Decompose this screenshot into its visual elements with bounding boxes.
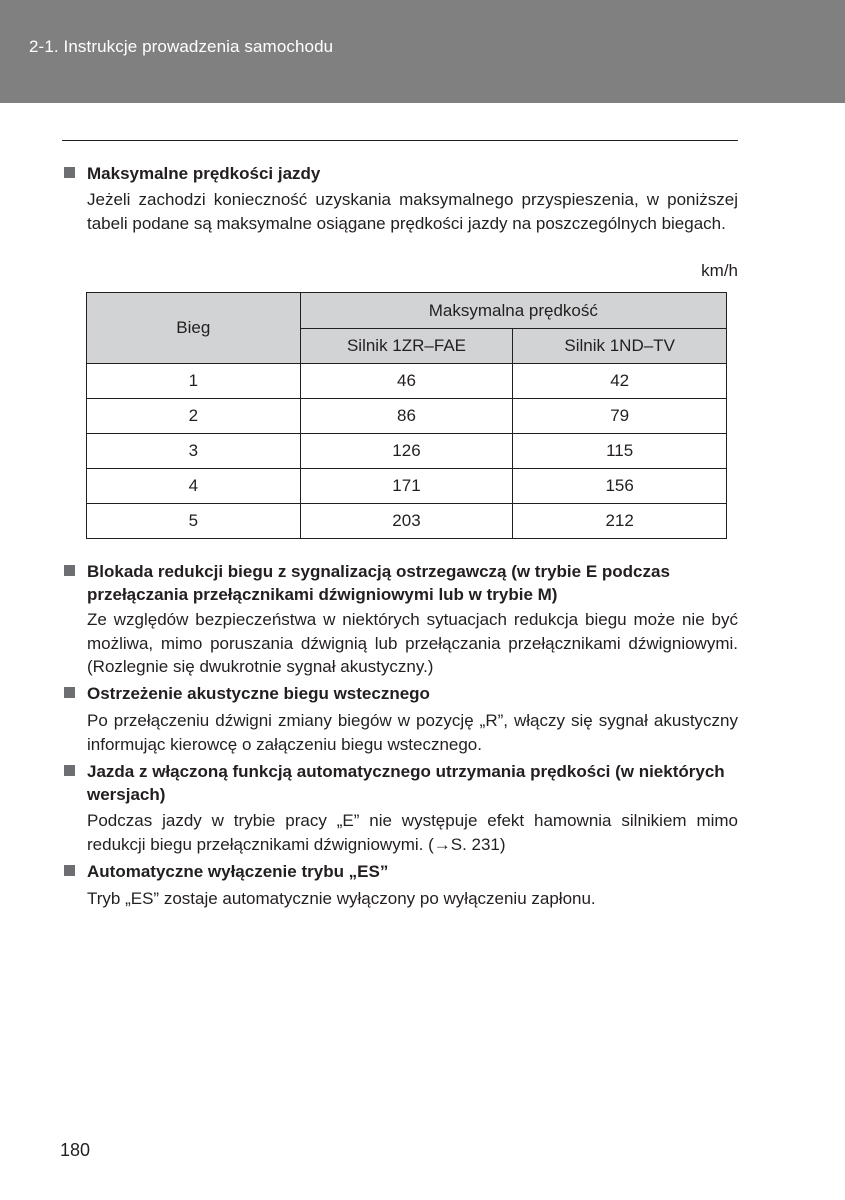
max-speed-table [86, 292, 727, 539]
table-row [87, 399, 727, 434]
speed-cell-1zr: 126 [300, 434, 513, 469]
section-body-cruise-control: Podczas jazdy w trybie pracy „E” nie występuje efekt hamownia silnikiem mimo redukcji biegu przełącznikami dźwigniowymi. (→S. 231) [87, 811, 738, 854]
engine-header-1nd: Silnik 1ND–TV [513, 329, 727, 364]
section-heading-text: Automatyczne wyłączenie trybu „ES” [87, 862, 389, 881]
gear-cell: 4 [87, 469, 301, 504]
header-title: 2-1. Instrukcje prowadzenia samochodu [29, 37, 334, 56]
square-bullet-icon [64, 565, 75, 576]
engine-header-1zr: Silnik 1ZR–FAE [300, 329, 513, 364]
section-heading-cruise-control [64, 760, 744, 806]
speed-cell-1nd: 156 [513, 469, 727, 504]
speed-cell-1zr: 203 [300, 504, 513, 539]
gear-cell: 5 [87, 504, 301, 539]
speed-cell-1zr: 86 [300, 399, 513, 434]
section-body-reverse-beep: Po przełączeniu dźwigni zmiany biegów w pozycję „R”, włączy się sygnał akustyczny informując kierowcę o załączeniu biegu wstecznego. [87, 711, 738, 754]
square-bullet-icon [64, 687, 75, 698]
speed-cell-1nd: 79 [513, 399, 727, 434]
page-number: 180 [60, 1140, 91, 1160]
section-heading-text: Jazda z włączoną funkcją automatycznego utrzymania prędkości (w niektórych wersjach) [87, 762, 725, 804]
speed-cell-1nd: 42 [513, 364, 727, 399]
table-row [87, 364, 727, 399]
section-body-max-speeds: Jeżeli zachodzi konieczność uzyskania maksymalnego przyspieszenia, w poniższej tabeli podane są maksymalne osiągane prędkości jazdy na poszczególnych biegach. [87, 190, 738, 233]
section-heading-reverse-beep [64, 682, 744, 705]
max-speed-header: Maksymalna prędkość [300, 293, 726, 329]
section-body-downshift-lock: Ze względów bezpieczeństwa w niektórych sytuacjach redukcja biegu może nie być możliwa, mimo poruszania dźwignią lub przełączania przełącznikami dźwigniowymi. (Rozlegnie się dwukrotnie sygnał akustyczny.) [87, 610, 738, 676]
gear-cell: 3 [87, 434, 301, 469]
section-heading-text: Ostrzeżenie akustyczne biegu wstecznego [87, 684, 430, 703]
square-bullet-icon [64, 167, 75, 178]
table-row [87, 469, 727, 504]
table-unit-label: km/h [701, 261, 738, 280]
section-heading-max-speeds [64, 162, 744, 185]
speed-cell-1zr: 46 [300, 364, 513, 399]
section-heading-text: Blokada redukcji biegu z sygnalizacją ostrzegawczą (w trybie E podczas przełączania przełącznikami dźwigniowymi lub w trybie M) [87, 562, 670, 604]
square-bullet-icon [64, 865, 75, 876]
header-band [0, 0, 845, 103]
section-body-es-mode-off: Tryb „ES” zostaje automatycznie wyłączony po wyłączeniu zapłonu. [87, 889, 596, 908]
speed-cell-1nd: 212 [513, 504, 727, 539]
speed-cell-1nd: 115 [513, 434, 727, 469]
gear-cell: 2 [87, 399, 301, 434]
gear-column-header: Bieg [87, 293, 301, 364]
section-heading-downshift-lock [64, 560, 744, 606]
section-heading-es-mode-off [64, 860, 744, 883]
table-row [87, 434, 727, 469]
gear-cell: 1 [87, 364, 301, 399]
speed-cell-1zr: 171 [300, 469, 513, 504]
square-bullet-icon [64, 765, 75, 776]
top-divider [62, 140, 738, 141]
table-row [87, 504, 727, 539]
section-heading-text: Maksymalne prędkości jazdy [87, 164, 321, 183]
